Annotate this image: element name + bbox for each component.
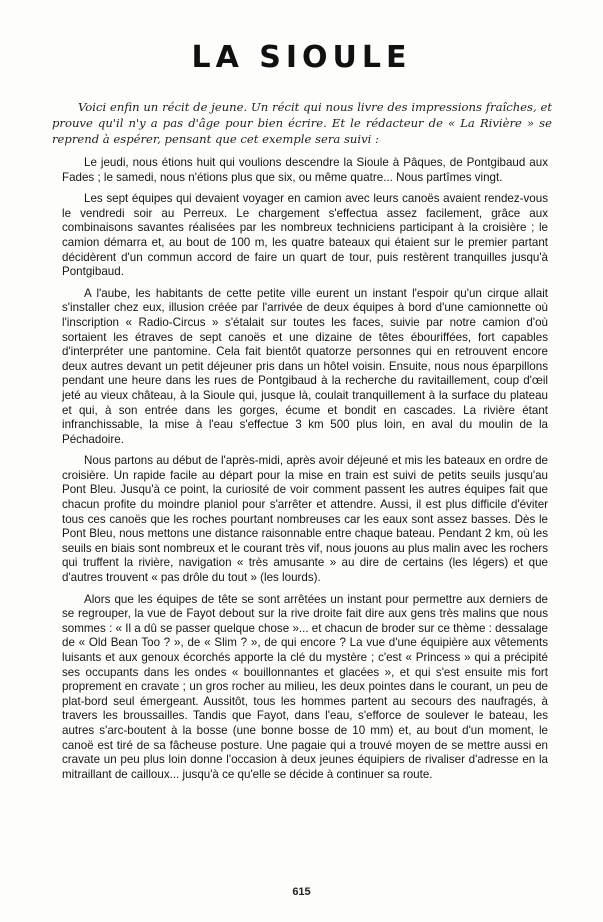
- paragraph-1: Le jeudi, nous étions huit qui voulions descendre la Sioule à Pâques, de Pontgibaud aux Fades ; le samedi, nous n'étions plus que six, ou même quatre... Nous partîmes vingt.: [62, 156, 548, 184]
- page-title: LA SIOULE: [191, 40, 412, 75]
- page-number: 615: [292, 886, 311, 898]
- paragraph-3: A l'aube, les habitants de cette petite ville eurent un instant l'espoir qu'un cirque allait s'installer chez eux, illusion créée par l'arrivée de deux équipes à bord d'une camionnette où l'inscription « Radio-Circus » s'étalait sur toutes les faces, suivie par notre camion d'où sortaient les étraves de sept canoës et une dizaine de têtes ébouriffées, fort capables d'interpréter une pantomine. Cela fait bientôt quatorze personnes qui en retrouvent encore deux autres devant un petit déjeuner pris dans un hôtel voisin. Ensuite, nous nous éparpillons pendant une heure dans les rues de Pontgibaud à la recherche du ravitaillement, coup d'œil jeté au vieux château, à la Sioule qui, jusque là, coulait tranquillement à la surface du plateau et qui, à son entrée dans les gorges, écume et bondit en cascades. La rivière étant infranchissable, la mise à l'eau s'effectue 3 km 500 plus loin, en aval du moulin de la Péchadoire.: [62, 286, 548, 446]
- paragraph-4: Nous partons au début de l'après-midi, après avoir déjeuné et mis les bateaux en ordre de croisière. Un rapide facile au départ pour la mise en train est suivi de petits seuils jusqu'au Pont Bleu. Jusqu'à ce point, la curiosité de voir comment passent les autres équipes fait que chacun profite du moindre planiol pour s'arrêter et attendre. Aussi, il est plus difficile d'éviter tous ces canoës que les roches pourtant nombreuses car les eaux sont assez basses. Dès le Pont Bleu, nous mettons une distance raisonnable entre chaque bateau. Pendant 2 km, où les seuils en biais sont nombreux et le courant très vif, nous jouons au plus malin avec les rochers qui truffent la rivière, navigation « très amusante » au dire de certains (les légers) et que d'autres trouvent « pas drôle du tout » (les lourds).: [62, 454, 548, 585]
- article-body: [62, 156, 548, 789]
- intro-paragraph: Voici enfin un récit de jeune. Un récit qui nous livre des impressions fraîches, et prouve qu'il n'y a pas d'âge pour bien écrire. Et le rédacteur de « La Rivière » se reprend à espérer, pensant que cet exemple sera suivi :: [52, 100, 552, 146]
- intro-text: [52, 99, 552, 147]
- paragraph-2: Les sept équipes qui devaient voyager en camion avec leurs canoës avaient rendez-vous le vendredi soir au Perreux. Le chargement s'effectua assez facilement, grâce aux combinaisons savantes réalisées par les nombreux techniciens participant à la croisière ; le camion démarra et, au bout de 100 m, les quatre bateaux qui étaient sur le premier partant décidèrent d'un commun accord de faire un quart de tour, puis restèrent tranquilles jusqu'à Pontgibaud.: [62, 192, 548, 279]
- paragraph-5: Alors que les équipes de tête se sont arrêtées un instant pour permettre aux derniers de se regrouper, la vue de Fayot debout sur la rive droite fait dire aux gens très malins que nous sommes : « Il a dû se passer quelque chose »... et chacun de broder sur ce thème : dessalage de « Old Bean Too ? », de « Slim ? », de qui encore ? La vue d'une équipière aux vêtements luisants et aux genoux écorchés apporte la clé du mystère ; c'est « Princess » qui a précipité ses occupants dans les ondes « bouillonnantes et glacées », et qui s'est ensuite mis fort proprement en cravate ; un gros rocher au milieu, les deux pointes dans le courant, un peu de plat-bord seul émergeant. Aussitôt, tous les hommes partent au secours des naufragés, à travers les broussailles. Tandis que Fayot, dans l'eau, s'efforce de soulever le bateau, les autres s'arc-boutent à la bosse (une bonne bosse de 10 mm) et, au bout d'un moment, le canoë est tiré de sa fâcheuse posture. Une pagaie qui a trouvé moyen de se mettre aussi en cravate un peu plus loin donne l'occasion à deux jeunes équipiers de rivaliser d'adresse en la mitraillant de cailloux... jusqu'à ce qu'elle se décide à continuer sa route.: [62, 592, 548, 781]
